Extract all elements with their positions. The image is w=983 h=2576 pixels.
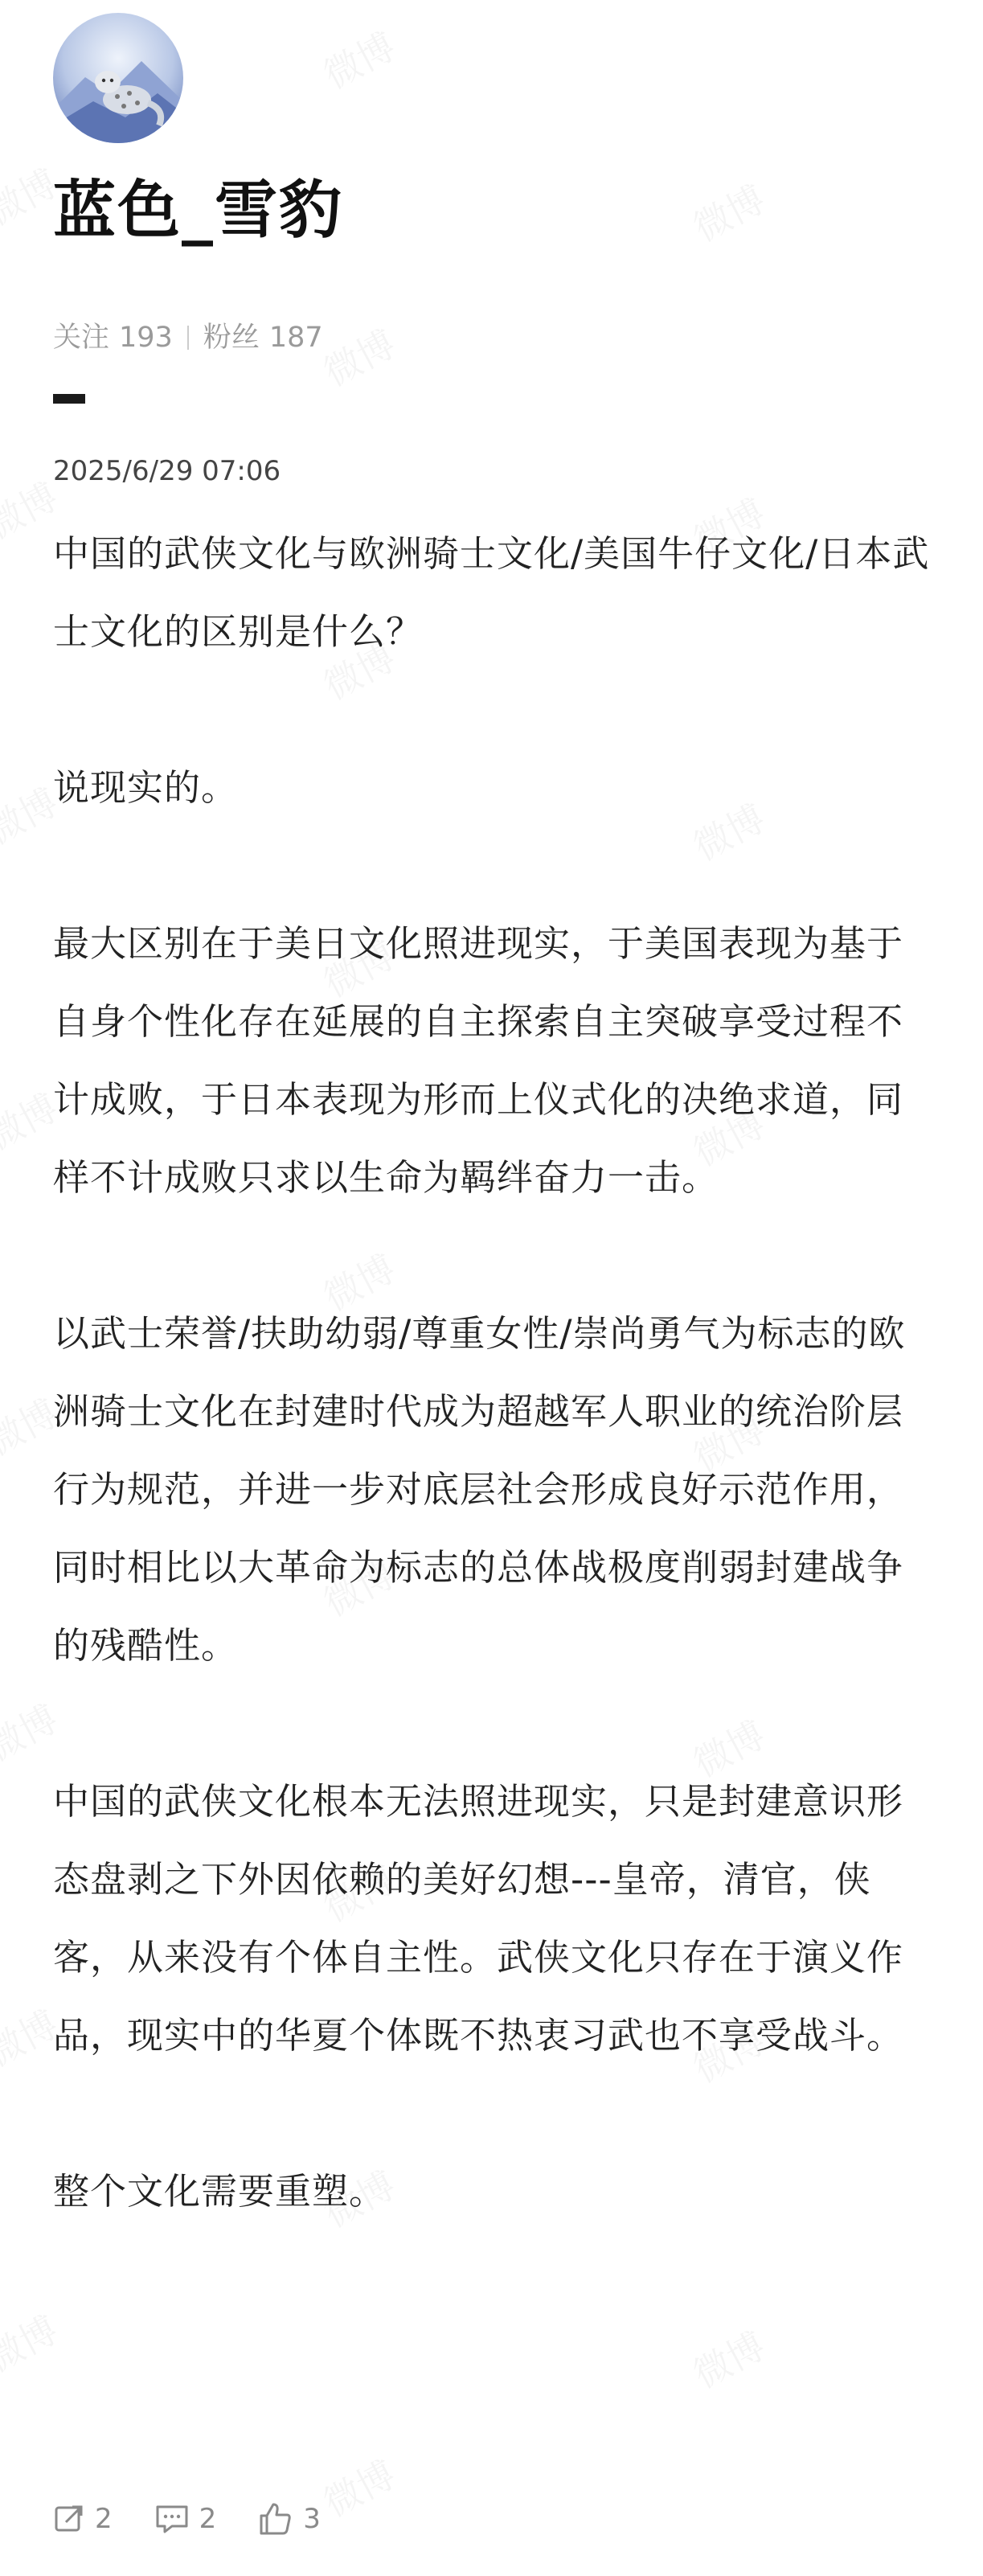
post-actions-bar: [53, 2499, 362, 2539]
post-paragraph: 整个文化需要重塑。: [53, 2170, 387, 2213]
followers-label[interactable]: 粉丝: [203, 322, 260, 354]
comment-icon: [154, 2503, 190, 2535]
avatar[interactable]: [53, 13, 183, 143]
repost-button[interactable]: [53, 2503, 113, 2535]
repost-count: 2: [95, 2503, 113, 2535]
snow-leopard-avatar-icon: [53, 13, 183, 143]
post-paragraph: 中国的武侠文化根本无法照进现实，只是封建意识形态盘剥之下外因依赖的美好幻想---皇帝，清官，侠客，从来没有个体自主性。武侠文化只存在于演义作品，现实中的华夏个体既不热衷习武也不享受战斗。: [53, 1780, 904, 2057]
like-button[interactable]: [258, 2501, 321, 2537]
post-paragraph: 最大区别在于美日文化照进现实，于美国表现为基于自身个性化存在延展的自主探索自主突破享受过程不计成败，于日本表现为形而上仪式化的决绝求道，同样不计成败只求以生命为羁绊奋力一击。: [53, 922, 904, 1199]
repost-icon: [53, 2503, 85, 2535]
divider-dash: [53, 394, 85, 404]
followers-count[interactable]: 187: [268, 322, 323, 354]
post-card: [53, 13, 932, 2230]
following-label[interactable]: 关注: [53, 322, 110, 354]
post-paragraph: 以武士荣誉/扶助幼弱/尊重女性/崇尚勇气为标志的欧洲骑士文化在封建时代成为超越军人职业的统治阶层行为规范，并进一步对底层社会形成良好示范作用，同时相比以大革命为标志的总体战极度削弱封建战争的残酷性。: [53, 1312, 906, 1667]
post-paragraph: 中国的武侠文化与欧洲骑士文化/美国牛仔文化/日本武士文化的区别是什么？: [53, 532, 930, 653]
post-timestamp: 2025/6/29 07:06: [53, 455, 281, 487]
following-count[interactable]: 193: [119, 322, 173, 354]
comment-count: 2: [199, 2503, 217, 2535]
post-paragraph: 说现实的。: [53, 766, 239, 809]
post-body: [53, 515, 932, 2230]
comment-button[interactable]: [154, 2503, 217, 2535]
weibo-watermark: [0, 2301, 66, 2382]
stats-divider: [187, 326, 189, 350]
weibo-watermark: [683, 2317, 773, 2398]
profile-stats: [53, 320, 932, 355]
thumbs-up-icon: [258, 2501, 293, 2537]
like-count: 3: [303, 2503, 321, 2535]
username[interactable]: 蓝色_雪豹: [53, 174, 344, 247]
